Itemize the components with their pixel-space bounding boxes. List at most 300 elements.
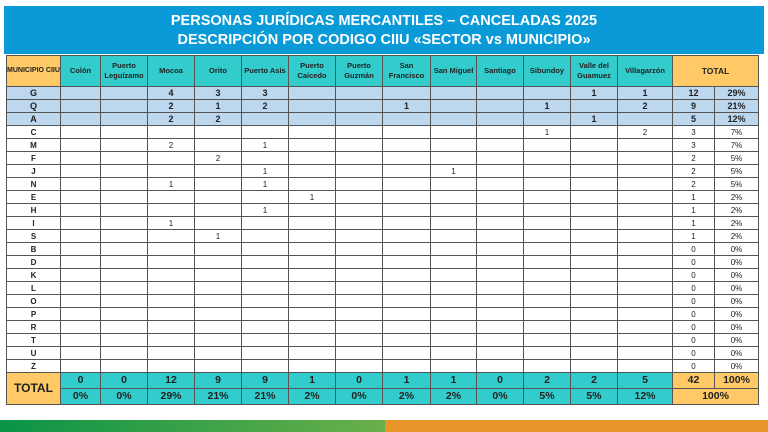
cell-count	[336, 256, 383, 269]
cell-count	[148, 243, 195, 256]
cell-count	[289, 360, 336, 373]
cell-count	[336, 230, 383, 243]
cell-count: 1	[571, 87, 618, 100]
cell-count	[383, 256, 431, 269]
column-total: 1	[431, 373, 477, 389]
column-total: 12	[148, 373, 195, 389]
cell-count	[61, 334, 101, 347]
row-percent: 2%	[715, 217, 759, 230]
cell-count	[336, 360, 383, 373]
cell-count	[618, 113, 673, 126]
cell-count	[242, 321, 289, 334]
cell-count	[195, 321, 242, 334]
footer-stripe-orange	[385, 420, 768, 432]
cell-count	[618, 139, 673, 152]
cell-count	[477, 165, 524, 178]
ciiu-code: U	[7, 347, 61, 360]
cell-count	[289, 269, 336, 282]
header-municipio: Colón	[61, 56, 101, 87]
cell-count	[571, 321, 618, 334]
row-percent: 0%	[715, 308, 759, 321]
cell-count	[571, 282, 618, 295]
cell-count	[431, 100, 477, 113]
cell-count	[101, 256, 148, 269]
cell-count	[61, 321, 101, 334]
row-total: 5	[673, 113, 715, 126]
cell-count	[336, 165, 383, 178]
header-municipio: Mocoa	[148, 56, 195, 87]
cell-count	[383, 113, 431, 126]
cell-count	[618, 282, 673, 295]
ciiu-municipio-table	[6, 55, 759, 405]
cell-count	[195, 243, 242, 256]
cell-count	[524, 230, 571, 243]
cell-count	[101, 347, 148, 360]
cell-count	[336, 113, 383, 126]
cell-count: 1	[524, 126, 571, 139]
cell-count	[61, 100, 101, 113]
cell-count	[61, 230, 101, 243]
cell-count	[383, 126, 431, 139]
cell-count	[524, 87, 571, 100]
table-row	[7, 126, 759, 139]
title-line-2: DESCRIPCIÓN POR CODIGO CIIU «SECTOR vs MUNICIPIO»	[177, 32, 591, 48]
table-row	[7, 321, 759, 334]
table-row	[7, 113, 759, 126]
cell-count	[477, 282, 524, 295]
cell-count	[242, 126, 289, 139]
cell-count	[336, 178, 383, 191]
ciiu-code: E	[7, 191, 61, 204]
cell-count	[431, 347, 477, 360]
cell-count	[571, 243, 618, 256]
cell-count	[618, 243, 673, 256]
cell-count	[383, 191, 431, 204]
row-percent: 0%	[715, 334, 759, 347]
cell-count	[524, 334, 571, 347]
ciiu-code: S	[7, 230, 61, 243]
cell-count	[383, 165, 431, 178]
cell-count	[477, 178, 524, 191]
cell-count	[61, 204, 101, 217]
cell-count	[431, 113, 477, 126]
table-row	[7, 191, 759, 204]
cell-count	[61, 282, 101, 295]
cell-count	[618, 321, 673, 334]
cell-count: 1	[195, 230, 242, 243]
cell-count: 1	[242, 178, 289, 191]
cell-count	[524, 178, 571, 191]
cell-count	[477, 230, 524, 243]
cell-count	[571, 126, 618, 139]
cell-count	[61, 165, 101, 178]
cell-count: 1	[618, 87, 673, 100]
row-total: 12	[673, 87, 715, 100]
cell-count	[148, 347, 195, 360]
cell-count	[571, 204, 618, 217]
grand-percent-total: 100%	[673, 389, 759, 405]
cell-count	[383, 204, 431, 217]
cell-count	[618, 308, 673, 321]
cell-count: 1	[571, 113, 618, 126]
cell-count	[431, 204, 477, 217]
cell-count	[242, 191, 289, 204]
cell-count	[431, 152, 477, 165]
cell-count	[383, 295, 431, 308]
cell-count	[431, 217, 477, 230]
cell-count	[477, 360, 524, 373]
cell-count	[336, 334, 383, 347]
cell-count	[477, 217, 524, 230]
cell-count	[618, 269, 673, 282]
cell-count: 1	[289, 191, 336, 204]
cell-count	[477, 191, 524, 204]
cell-count	[101, 165, 148, 178]
cell-count	[524, 269, 571, 282]
header-municipio: Santiago	[477, 56, 524, 87]
cell-count: 2	[148, 113, 195, 126]
cell-count	[383, 152, 431, 165]
cell-count	[148, 126, 195, 139]
cell-count	[383, 282, 431, 295]
cell-count	[571, 334, 618, 347]
column-percent: 0%	[61, 389, 101, 405]
row-percent: 12%	[715, 113, 759, 126]
column-total: 2	[524, 373, 571, 389]
cell-count	[101, 269, 148, 282]
cell-count: 2	[195, 113, 242, 126]
cell-count: 1	[242, 139, 289, 152]
cell-count	[571, 191, 618, 204]
row-percent: 5%	[715, 178, 759, 191]
cell-count	[61, 152, 101, 165]
cell-count	[195, 282, 242, 295]
cell-count: 1	[195, 100, 242, 113]
cell-count	[618, 347, 673, 360]
cell-count	[336, 191, 383, 204]
table-row	[7, 243, 759, 256]
header-municipio: Orito	[195, 56, 242, 87]
cell-count	[431, 295, 477, 308]
header-municipio: Puerto Guzmán	[336, 56, 383, 87]
cell-count	[571, 256, 618, 269]
row-percent: 2%	[715, 230, 759, 243]
cell-count	[571, 165, 618, 178]
cell-count	[242, 256, 289, 269]
ciiu-code: N	[7, 178, 61, 191]
cell-count	[336, 282, 383, 295]
column-percent: 29%	[148, 389, 195, 405]
cell-count	[571, 347, 618, 360]
row-percent: 0%	[715, 321, 759, 334]
cell-count	[242, 282, 289, 295]
row-percent: 0%	[715, 269, 759, 282]
row-percent: 0%	[715, 243, 759, 256]
header-total: TOTAL	[673, 56, 759, 87]
cell-count	[571, 178, 618, 191]
column-percent: 0%	[477, 389, 524, 405]
row-total: 0	[673, 321, 715, 334]
cell-count	[101, 360, 148, 373]
cell-count	[477, 347, 524, 360]
cell-count	[242, 308, 289, 321]
ciiu-code: O	[7, 295, 61, 308]
cell-count	[383, 243, 431, 256]
cell-count	[477, 256, 524, 269]
ciiu-code: G	[7, 87, 61, 100]
cell-count	[336, 152, 383, 165]
cell-count	[618, 360, 673, 373]
cell-count	[289, 204, 336, 217]
column-percent: 21%	[195, 389, 242, 405]
cell-count	[618, 204, 673, 217]
cell-count: 4	[148, 87, 195, 100]
cell-count	[61, 191, 101, 204]
cell-count	[571, 152, 618, 165]
cell-count	[101, 100, 148, 113]
cell-count	[571, 269, 618, 282]
cell-count	[524, 282, 571, 295]
column-percent: 2%	[383, 389, 431, 405]
cell-count	[383, 321, 431, 334]
cell-count: 1	[431, 165, 477, 178]
row-total: 0	[673, 295, 715, 308]
cell-count	[289, 334, 336, 347]
cell-count	[477, 243, 524, 256]
cell-count	[477, 113, 524, 126]
cell-count	[524, 256, 571, 269]
column-total: 2	[571, 373, 618, 389]
cell-count	[477, 295, 524, 308]
row-percent: 0%	[715, 347, 759, 360]
title-banner	[4, 6, 764, 54]
cell-count	[195, 165, 242, 178]
cell-count	[61, 126, 101, 139]
cell-count	[431, 178, 477, 191]
cell-count	[61, 178, 101, 191]
totals-row-counts	[7, 373, 759, 389]
cell-count	[148, 308, 195, 321]
cell-count	[383, 178, 431, 191]
table-row	[7, 152, 759, 165]
cell-count	[101, 282, 148, 295]
cell-count	[571, 295, 618, 308]
cell-count	[101, 152, 148, 165]
cell-count	[289, 217, 336, 230]
cell-count	[571, 360, 618, 373]
cell-count	[195, 334, 242, 347]
ciiu-code: J	[7, 165, 61, 178]
cell-count: 1	[242, 165, 289, 178]
row-total: 0	[673, 282, 715, 295]
cell-count: 3	[242, 87, 289, 100]
cell-count	[383, 139, 431, 152]
cell-count	[148, 269, 195, 282]
header-municipio: Valle del Guamuez	[571, 56, 618, 87]
cell-count: 2	[148, 100, 195, 113]
cell-count	[477, 308, 524, 321]
cell-count	[477, 87, 524, 100]
column-percent: 5%	[524, 389, 571, 405]
cell-count	[148, 282, 195, 295]
row-percent: 2%	[715, 191, 759, 204]
cell-count: 1	[524, 100, 571, 113]
cell-count	[195, 204, 242, 217]
cell-count	[571, 139, 618, 152]
cell-count	[61, 87, 101, 100]
cell-count	[148, 191, 195, 204]
grand-total: 42	[673, 373, 715, 389]
row-total: 0	[673, 347, 715, 360]
cell-count	[242, 334, 289, 347]
table-row	[7, 204, 759, 217]
cell-count	[61, 113, 101, 126]
cell-count	[431, 243, 477, 256]
cell-count	[524, 139, 571, 152]
cell-count	[336, 139, 383, 152]
table-row	[7, 256, 759, 269]
cell-count	[242, 269, 289, 282]
header-municipio: San Francisco	[383, 56, 431, 87]
ciiu-code: Z	[7, 360, 61, 373]
row-total: 0	[673, 243, 715, 256]
cell-count	[431, 230, 477, 243]
row-percent: 5%	[715, 165, 759, 178]
cell-count	[101, 243, 148, 256]
cell-count: 1	[148, 178, 195, 191]
cell-count	[289, 139, 336, 152]
cell-count	[524, 165, 571, 178]
cell-count	[61, 360, 101, 373]
cell-count	[101, 139, 148, 152]
cell-count	[148, 230, 195, 243]
column-percent: 12%	[618, 389, 673, 405]
cell-count: 2	[195, 152, 242, 165]
cell-count	[336, 243, 383, 256]
cell-count	[336, 87, 383, 100]
table-row	[7, 295, 759, 308]
cell-count	[242, 360, 289, 373]
cell-count	[524, 308, 571, 321]
cell-count	[477, 152, 524, 165]
ciiu-code: F	[7, 152, 61, 165]
cell-count	[383, 217, 431, 230]
column-total: 1	[289, 373, 336, 389]
cell-count	[101, 295, 148, 308]
cell-count	[101, 178, 148, 191]
cell-count	[61, 139, 101, 152]
cell-count	[61, 243, 101, 256]
row-total: 0	[673, 269, 715, 282]
row-total: 0	[673, 360, 715, 373]
cell-count	[148, 165, 195, 178]
cell-count: 1	[383, 100, 431, 113]
ciiu-code: A	[7, 113, 61, 126]
cell-count: 1	[148, 217, 195, 230]
cell-count	[431, 256, 477, 269]
cell-count	[524, 347, 571, 360]
cell-count	[431, 126, 477, 139]
cell-count	[383, 308, 431, 321]
cell-count	[61, 295, 101, 308]
cell-count	[524, 295, 571, 308]
cell-count	[524, 360, 571, 373]
cell-count	[336, 308, 383, 321]
cell-count	[195, 269, 242, 282]
cell-count	[431, 269, 477, 282]
cell-count	[101, 334, 148, 347]
cell-count	[618, 178, 673, 191]
cell-count	[618, 165, 673, 178]
header-municipio: Puerto Asís	[242, 56, 289, 87]
table-row	[7, 139, 759, 152]
ciiu-code: R	[7, 321, 61, 334]
cell-count	[195, 126, 242, 139]
column-total: 5	[618, 373, 673, 389]
ciiu-code: D	[7, 256, 61, 269]
cell-count	[195, 308, 242, 321]
cell-count	[524, 217, 571, 230]
footer-stripe-green	[0, 420, 385, 432]
cell-count	[336, 204, 383, 217]
table-row	[7, 217, 759, 230]
cell-count	[336, 100, 383, 113]
cell-count	[242, 295, 289, 308]
row-total: 0	[673, 334, 715, 347]
row-percent: 7%	[715, 139, 759, 152]
ciiu-code: B	[7, 243, 61, 256]
cell-count	[242, 347, 289, 360]
column-total: 9	[242, 373, 289, 389]
table-row	[7, 308, 759, 321]
ciiu-code: P	[7, 308, 61, 321]
column-percent: 0%	[336, 389, 383, 405]
cell-count	[477, 100, 524, 113]
cell-count	[431, 139, 477, 152]
cell-count	[571, 217, 618, 230]
cell-count: 2	[618, 100, 673, 113]
cell-count	[524, 204, 571, 217]
column-percent: 21%	[242, 389, 289, 405]
cell-count	[242, 243, 289, 256]
row-total: 1	[673, 217, 715, 230]
cell-count	[61, 217, 101, 230]
ciiu-code: L	[7, 282, 61, 295]
cell-count	[524, 113, 571, 126]
table-row	[7, 334, 759, 347]
cell-count	[195, 191, 242, 204]
cell-count	[383, 87, 431, 100]
cell-count	[431, 308, 477, 321]
ciiu-code: T	[7, 334, 61, 347]
cell-count	[61, 347, 101, 360]
title-line-1: PERSONAS JURÍDICAS MERCANTILES – CANCELADAS 2025	[170, 13, 598, 29]
cell-count	[148, 295, 195, 308]
cell-count	[148, 256, 195, 269]
table-row	[7, 165, 759, 178]
cell-count	[61, 256, 101, 269]
cell-count	[148, 334, 195, 347]
cell-count	[101, 204, 148, 217]
cell-count	[336, 295, 383, 308]
row-total: 1	[673, 204, 715, 217]
row-percent: 2%	[715, 204, 759, 217]
cell-count	[289, 321, 336, 334]
cell-count	[242, 217, 289, 230]
cell-count	[431, 360, 477, 373]
row-percent: 29%	[715, 87, 759, 100]
cell-count	[289, 178, 336, 191]
